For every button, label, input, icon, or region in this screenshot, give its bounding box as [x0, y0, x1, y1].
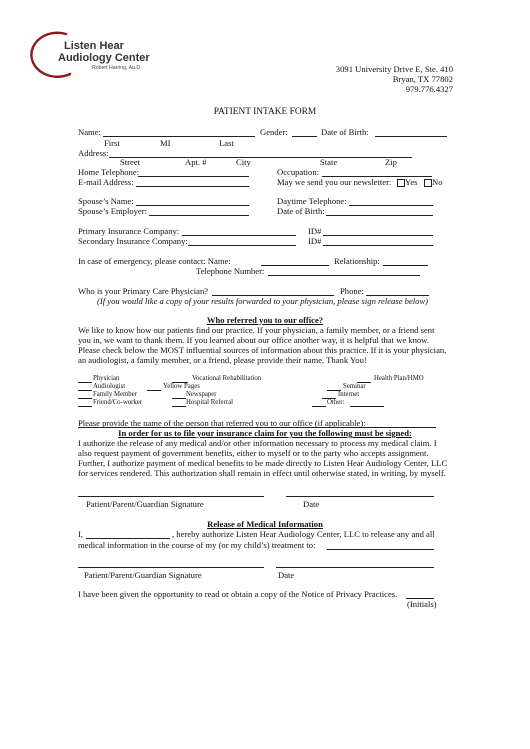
release-name-field[interactable]: [86, 538, 170, 539]
physician-phone-label: Phone:: [340, 286, 364, 296]
state-sublabel: State: [320, 157, 338, 167]
physician-note: (If you would like a copy of your results forwarded to your physician, please sign release below): [97, 296, 429, 306]
primary-id-field[interactable]: [323, 235, 433, 236]
referral-paragraph-line: you in, we want to thank them. If you learned about our office another way, it is helpful that we know.: [78, 335, 429, 345]
emergency-contact-label: In case of emergency, please contact: Name:: [78, 256, 231, 266]
claim-signature-field[interactable]: [78, 496, 264, 497]
referrer-name-label: Please provide the name of the person that referred you to our office (if applicable):: [78, 418, 366, 428]
email-field[interactable]: [136, 186, 249, 187]
spouse-dob-label: Date of Birth:: [277, 206, 325, 216]
spouse-name-field[interactable]: [136, 205, 249, 206]
audiologist-option-blank[interactable]: [78, 390, 92, 391]
spouse-dob-field[interactable]: [326, 215, 433, 216]
primary-insurance-field[interactable]: [182, 235, 296, 236]
friend-option: Friend/Co-worker: [93, 399, 143, 406]
spouse-employer-field[interactable]: [149, 215, 249, 216]
release-line-1: , hereby authorize Listen Hear Audiology Center, LLC to release any and all: [172, 529, 435, 539]
secondary-id-field[interactable]: [323, 245, 433, 246]
address-label: Address:: [78, 148, 109, 158]
page-title: PATIENT INTAKE FORM: [213, 107, 317, 117]
dob-field[interactable]: [375, 136, 447, 137]
emergency-name-field[interactable]: [261, 265, 329, 266]
address-line-1: 3091 University Drive E, Ste. 410: [335, 64, 453, 74]
release-signature-field[interactable]: [78, 567, 264, 568]
apt-sublabel: Apt. #: [185, 157, 207, 167]
address-line-3: 979.776.4327: [405, 84, 453, 94]
dob-label: Date of Birth:: [321, 127, 369, 137]
logo-line2: Audiology Center: [58, 52, 150, 64]
secondary-id-label: ID#: [308, 236, 322, 246]
address-line-2: Bryan, TX 77802: [392, 74, 453, 84]
newsletter-no-label: No: [432, 177, 443, 187]
other-field[interactable]: [350, 406, 384, 407]
email-label: E-mail Address:: [78, 177, 134, 187]
daytime-phone-field[interactable]: [349, 205, 433, 206]
family-member-option: Family Member: [93, 391, 137, 398]
privacy-statement: I have been given the opportunity to read or obtain a copy of the Notice of Privacy Practices.: [78, 589, 398, 599]
friend-option-blank[interactable]: [78, 406, 92, 407]
newsletter-label: May we send you our newsletter:: [277, 177, 392, 187]
claim-signature-label: Patient/Parent/Guardian Signature: [86, 499, 204, 509]
secondary-insurance-field[interactable]: [188, 245, 296, 246]
yellow-pages-option-blank[interactable]: [147, 390, 161, 391]
daytime-phone-label: Daytime Telephone:: [277, 196, 347, 206]
physician-option-blank[interactable]: [78, 382, 92, 383]
newspaper-option-blank[interactable]: [172, 398, 186, 399]
claim-date-field[interactable]: [286, 496, 434, 497]
home-phone-field[interactable]: [138, 176, 249, 177]
physician-option: Physician: [93, 375, 120, 382]
claim-paragraph-line: also request payment of government benefits, either to myself or to the party who accepts assignment.: [78, 448, 429, 458]
first-sublabel: First: [104, 138, 120, 148]
emergency-phone-field[interactable]: [268, 275, 420, 276]
internet-option: Internet: [338, 391, 360, 398]
seminar-option: Seminar: [343, 383, 366, 390]
initials-label: (Initials): [407, 599, 437, 609]
newsletter-no-checkbox[interactable]: [424, 179, 432, 187]
family-option-blank[interactable]: [78, 398, 92, 399]
release-signature-label: Patient/Parent/Guardian Signature: [84, 570, 202, 580]
spouse-employer-label: Spouse’s Employer:: [78, 206, 147, 216]
newsletter-yes-label: Yes: [405, 177, 418, 187]
newsletter-yes-checkbox[interactable]: [397, 179, 405, 187]
other-option: Other:: [327, 399, 345, 406]
primary-id-label: ID#: [308, 226, 322, 236]
claim-paragraph-line: I authorize the release of any medical and/or other information necessary to process my medical claim. I: [78, 438, 437, 448]
street-sublabel: Street: [120, 157, 141, 167]
city-sublabel: City: [236, 157, 251, 167]
home-phone-label: Home Telephone:: [78, 167, 140, 177]
release-prefix: I,: [78, 529, 84, 539]
referral-paragraph-line: We like to know how our patients find our practice. If your physician, a family member, or a friend sent: [78, 325, 435, 335]
name-field[interactable]: [103, 136, 255, 137]
yellow-pages-option: Yellow Pages: [163, 383, 200, 390]
relationship-label: Relationship:: [334, 256, 380, 266]
hospital-option-blank[interactable]: [172, 406, 186, 407]
spouse-name-label: Spouse’s Name:: [78, 196, 134, 206]
mi-sublabel: MI: [160, 138, 171, 148]
release-line-2: medical information in the course of my (or my child’s) treatment to:: [78, 540, 316, 550]
audiologist-option: Audiologist: [93, 383, 126, 390]
secondary-insurance-label: Secondary Insurance Company:: [78, 236, 188, 246]
hospital-option: Hospital Referral: [186, 399, 233, 406]
relationship-field[interactable]: [383, 265, 428, 266]
release-heading: Release of Medical Information: [207, 519, 323, 529]
occupation-label: Occupation:: [277, 167, 319, 177]
gender-field[interactable]: [292, 136, 317, 137]
primary-insurance-label: Primary Insurance Company:: [78, 226, 180, 236]
name-label: Name:: [78, 127, 101, 137]
hmo-option: Health Plan/HMO: [374, 375, 424, 382]
referral-paragraph-line: Please check below the MOST influential sources of information about this practice. If it is your physician,: [78, 345, 447, 355]
referral-heading: Who referred you to our office?: [206, 315, 324, 325]
claim-paragraph-line: for services rendered. This authorization shall remain in effect until otherwise stated, in writing, by myself.: [78, 468, 446, 478]
release-date-label: Date: [278, 570, 295, 580]
newspaper-option: Newspaper: [186, 391, 217, 398]
referral-paragraph-line: an audiologist, a family member, or a friend, please provide their name. Thank You!: [78, 355, 367, 365]
release-recipient-field[interactable]: [327, 549, 434, 550]
claim-date-label: Date: [303, 499, 320, 509]
claim-paragraph-line: Further, I authorize payment of medical benefits to be made directly to Listen Hear Audiology Center, LLC: [78, 458, 448, 468]
emergency-phone-label: Telephone Number:: [196, 266, 265, 276]
logo-line1: Listen Hear: [64, 40, 124, 52]
release-date-field[interactable]: [276, 567, 434, 568]
other-option-blank[interactable]: [312, 406, 326, 407]
logo-tagline: Robert Harring, Au.D.: [92, 65, 142, 71]
last-sublabel: Last: [219, 138, 234, 148]
vocational-option: Vocational Rehabilitation: [192, 375, 262, 382]
zip-sublabel: Zip: [385, 157, 397, 167]
physician-label: Who is your Primary Care Physician?: [78, 286, 209, 296]
gender-label: Gender:: [260, 127, 288, 137]
insurance-claim-heading: In order for us to file your insurance claim for you the following must be signed:: [118, 428, 412, 438]
address-field[interactable]: [109, 157, 412, 158]
